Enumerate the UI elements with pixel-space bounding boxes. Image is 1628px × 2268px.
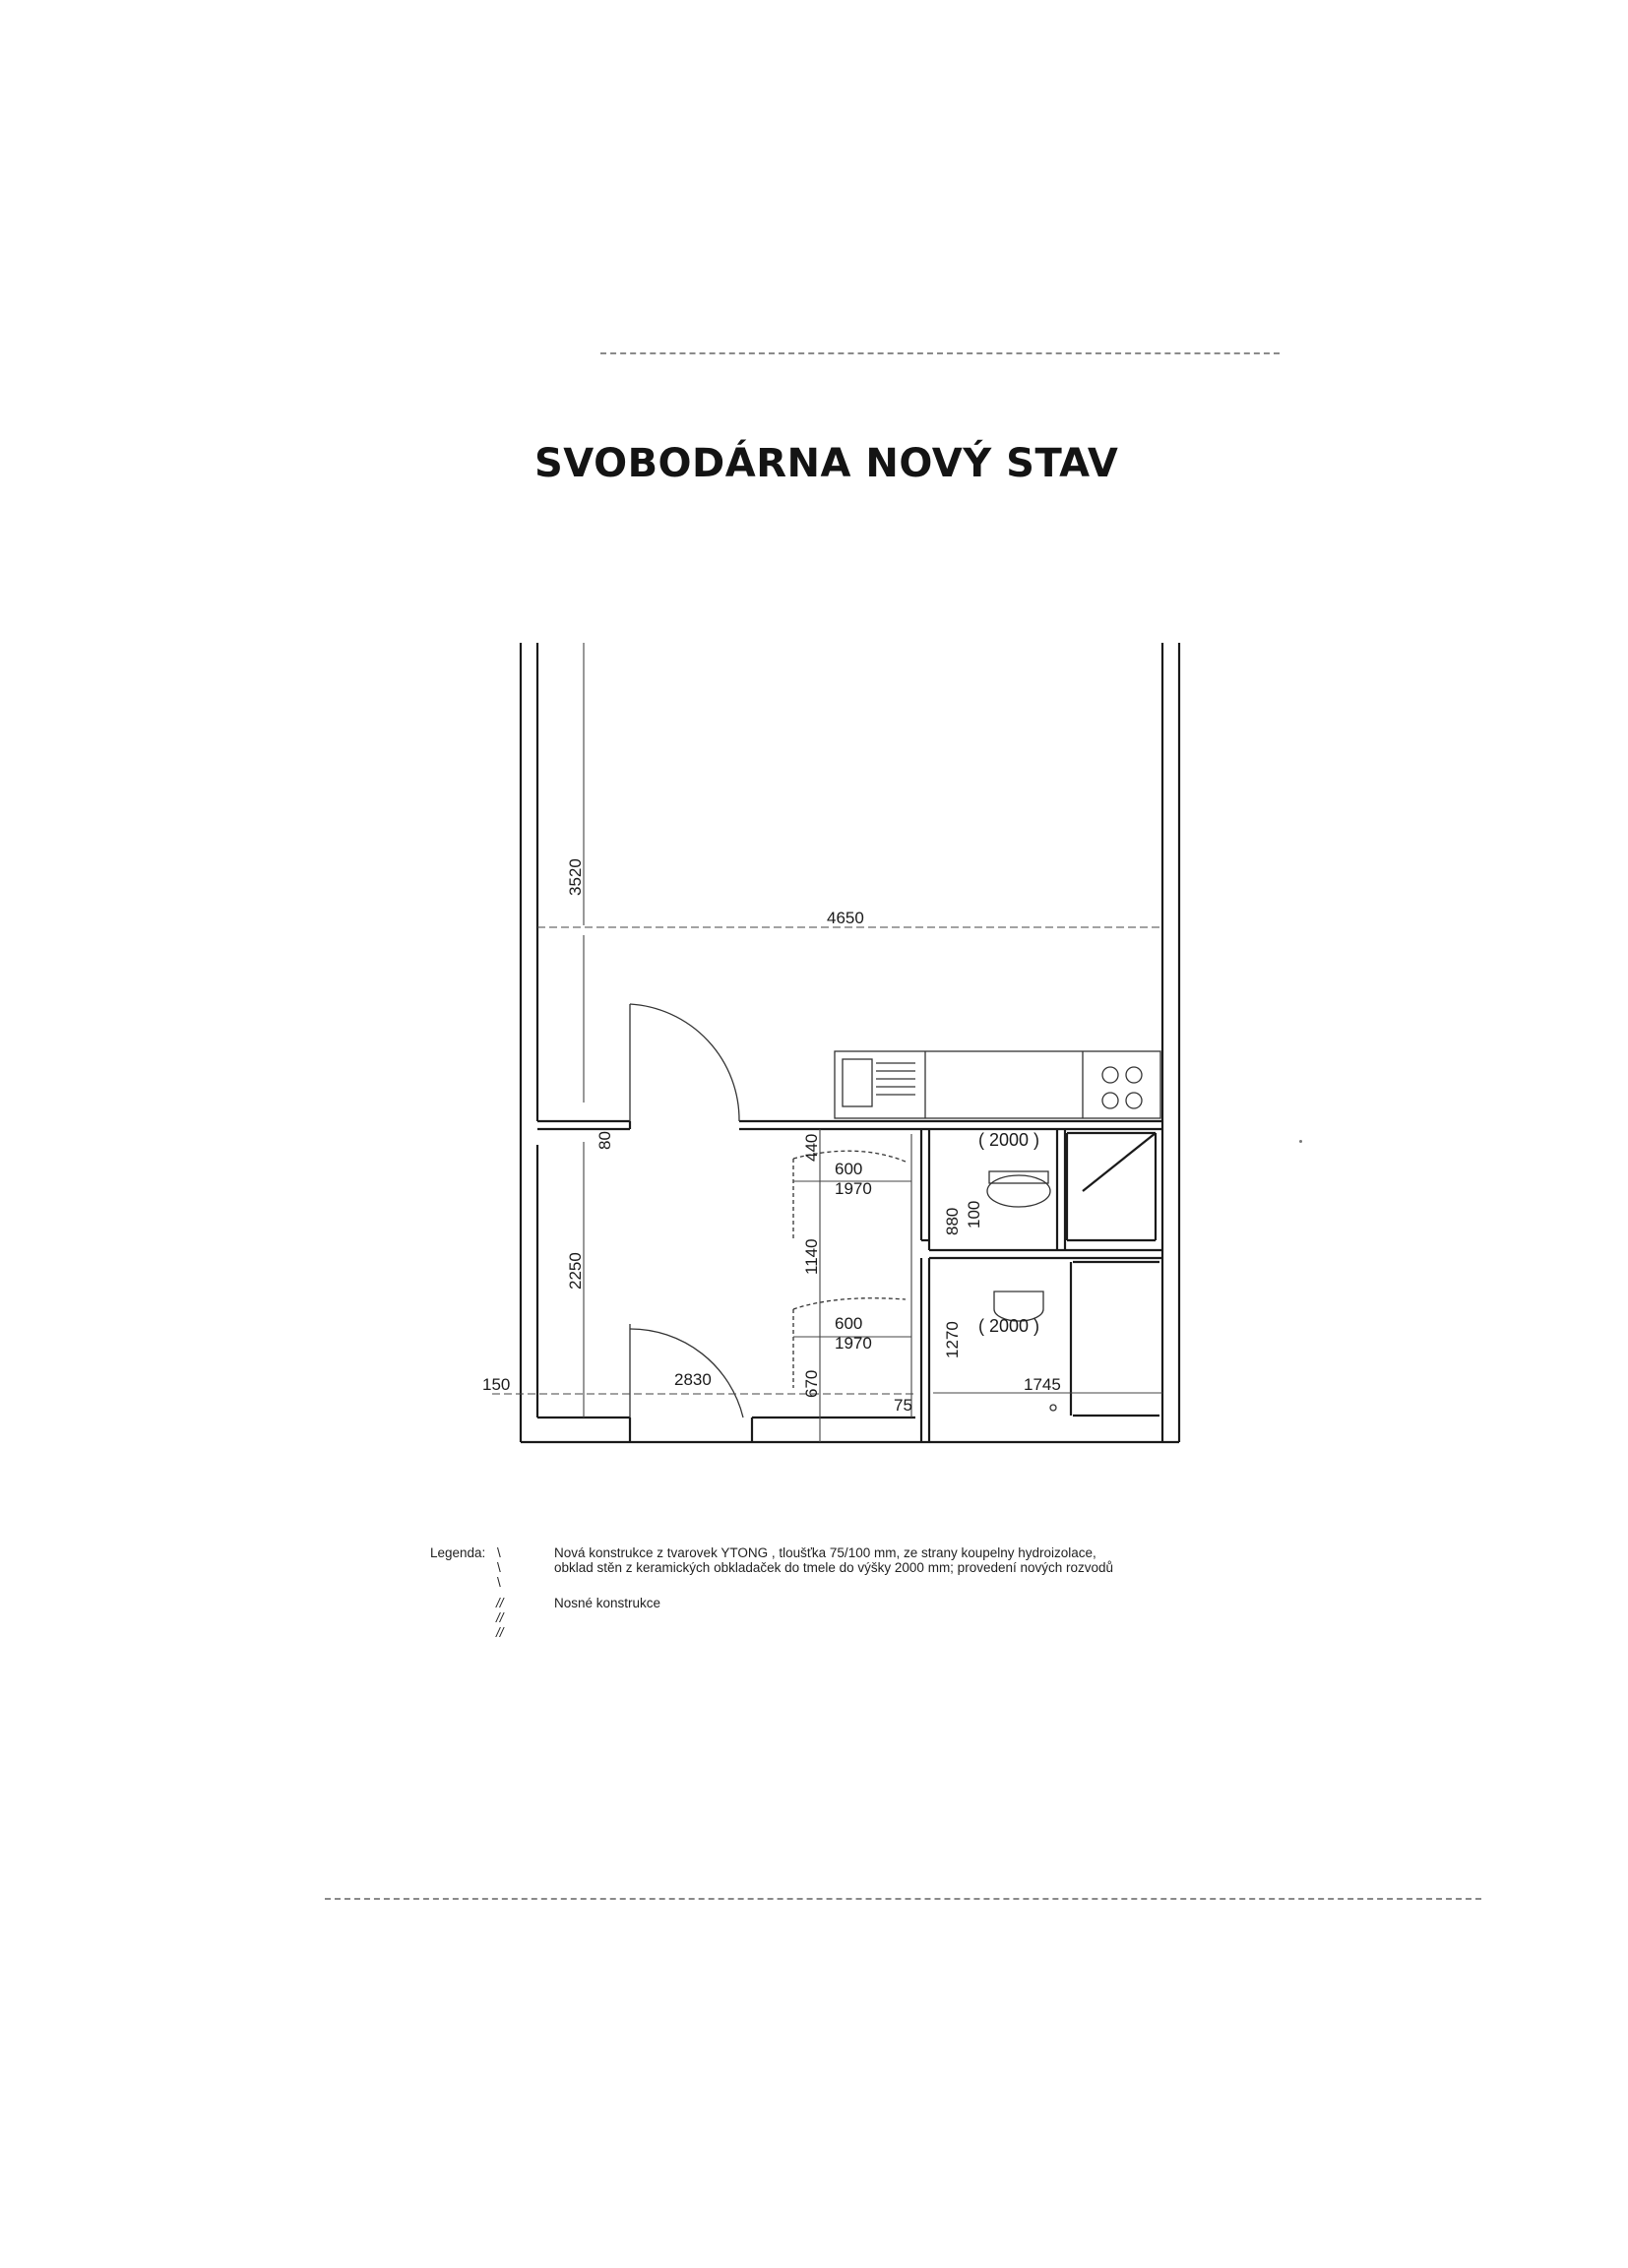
scan-line-top: [600, 352, 1280, 354]
dimension-80: 80: [595, 1131, 614, 1150]
dimension-440: 440: [802, 1133, 821, 1162]
dimension-2830: 2830: [674, 1370, 712, 1389]
legend-new-line-2: obklad stěn z keramických obkladaček do tmele do výšky 2000 mm; provedení nových rozvodů: [554, 1560, 1114, 1575]
height-label-top: ( 2000 ): [978, 1130, 1040, 1150]
dimension-880: 880: [943, 1207, 962, 1235]
dimension-4650: 4650: [827, 909, 864, 927]
legend-new-symbol: \ \ \: [497, 1545, 501, 1590]
floor-plan: [463, 630, 1211, 1447]
scan-line-bottom: [325, 1898, 1481, 1900]
door-swings: [630, 1004, 906, 1418]
dimension-lines: [492, 643, 1162, 1442]
dimension-1970-top: 1970: [835, 1179, 872, 1198]
legend-new-line-1: Nová konstrukce z tvarovek YTONG , tloušťka 75/100 mm, ze strany koupelny hydroizolace,: [554, 1545, 1096, 1560]
dimension-2250: 2250: [566, 1252, 585, 1290]
kitchen-counter: [835, 1051, 1160, 1118]
legend-label: Legenda:: [430, 1545, 486, 1560]
scan-speck: [1299, 1140, 1302, 1143]
legend-bearing-symbol: // // //: [496, 1596, 504, 1640]
dimension-100: 100: [965, 1200, 983, 1228]
dimension-1745: 1745: [1024, 1375, 1061, 1394]
page-title: SVOBODÁRNA NOVÝ STAV: [534, 441, 1119, 486]
dimension-670: 670: [802, 1369, 821, 1398]
dimension-3520: 3520: [566, 858, 585, 896]
dimension-600-top: 600: [835, 1160, 863, 1178]
dimension-1270: 1270: [943, 1321, 962, 1358]
dimension-150: 150: [482, 1375, 511, 1394]
dimension-75: 75: [894, 1396, 912, 1415]
dimension-1140: 1140: [802, 1238, 821, 1275]
dimension-600-bottom: 600: [835, 1314, 863, 1333]
dimension-1970-bottom: 1970: [835, 1334, 872, 1353]
legend-new-text: [554, 1545, 1113, 1575]
height-label-bottom: ( 2000 ): [978, 1316, 1040, 1336]
legend-bearing-text: Nosné konstrukce: [554, 1596, 661, 1610]
